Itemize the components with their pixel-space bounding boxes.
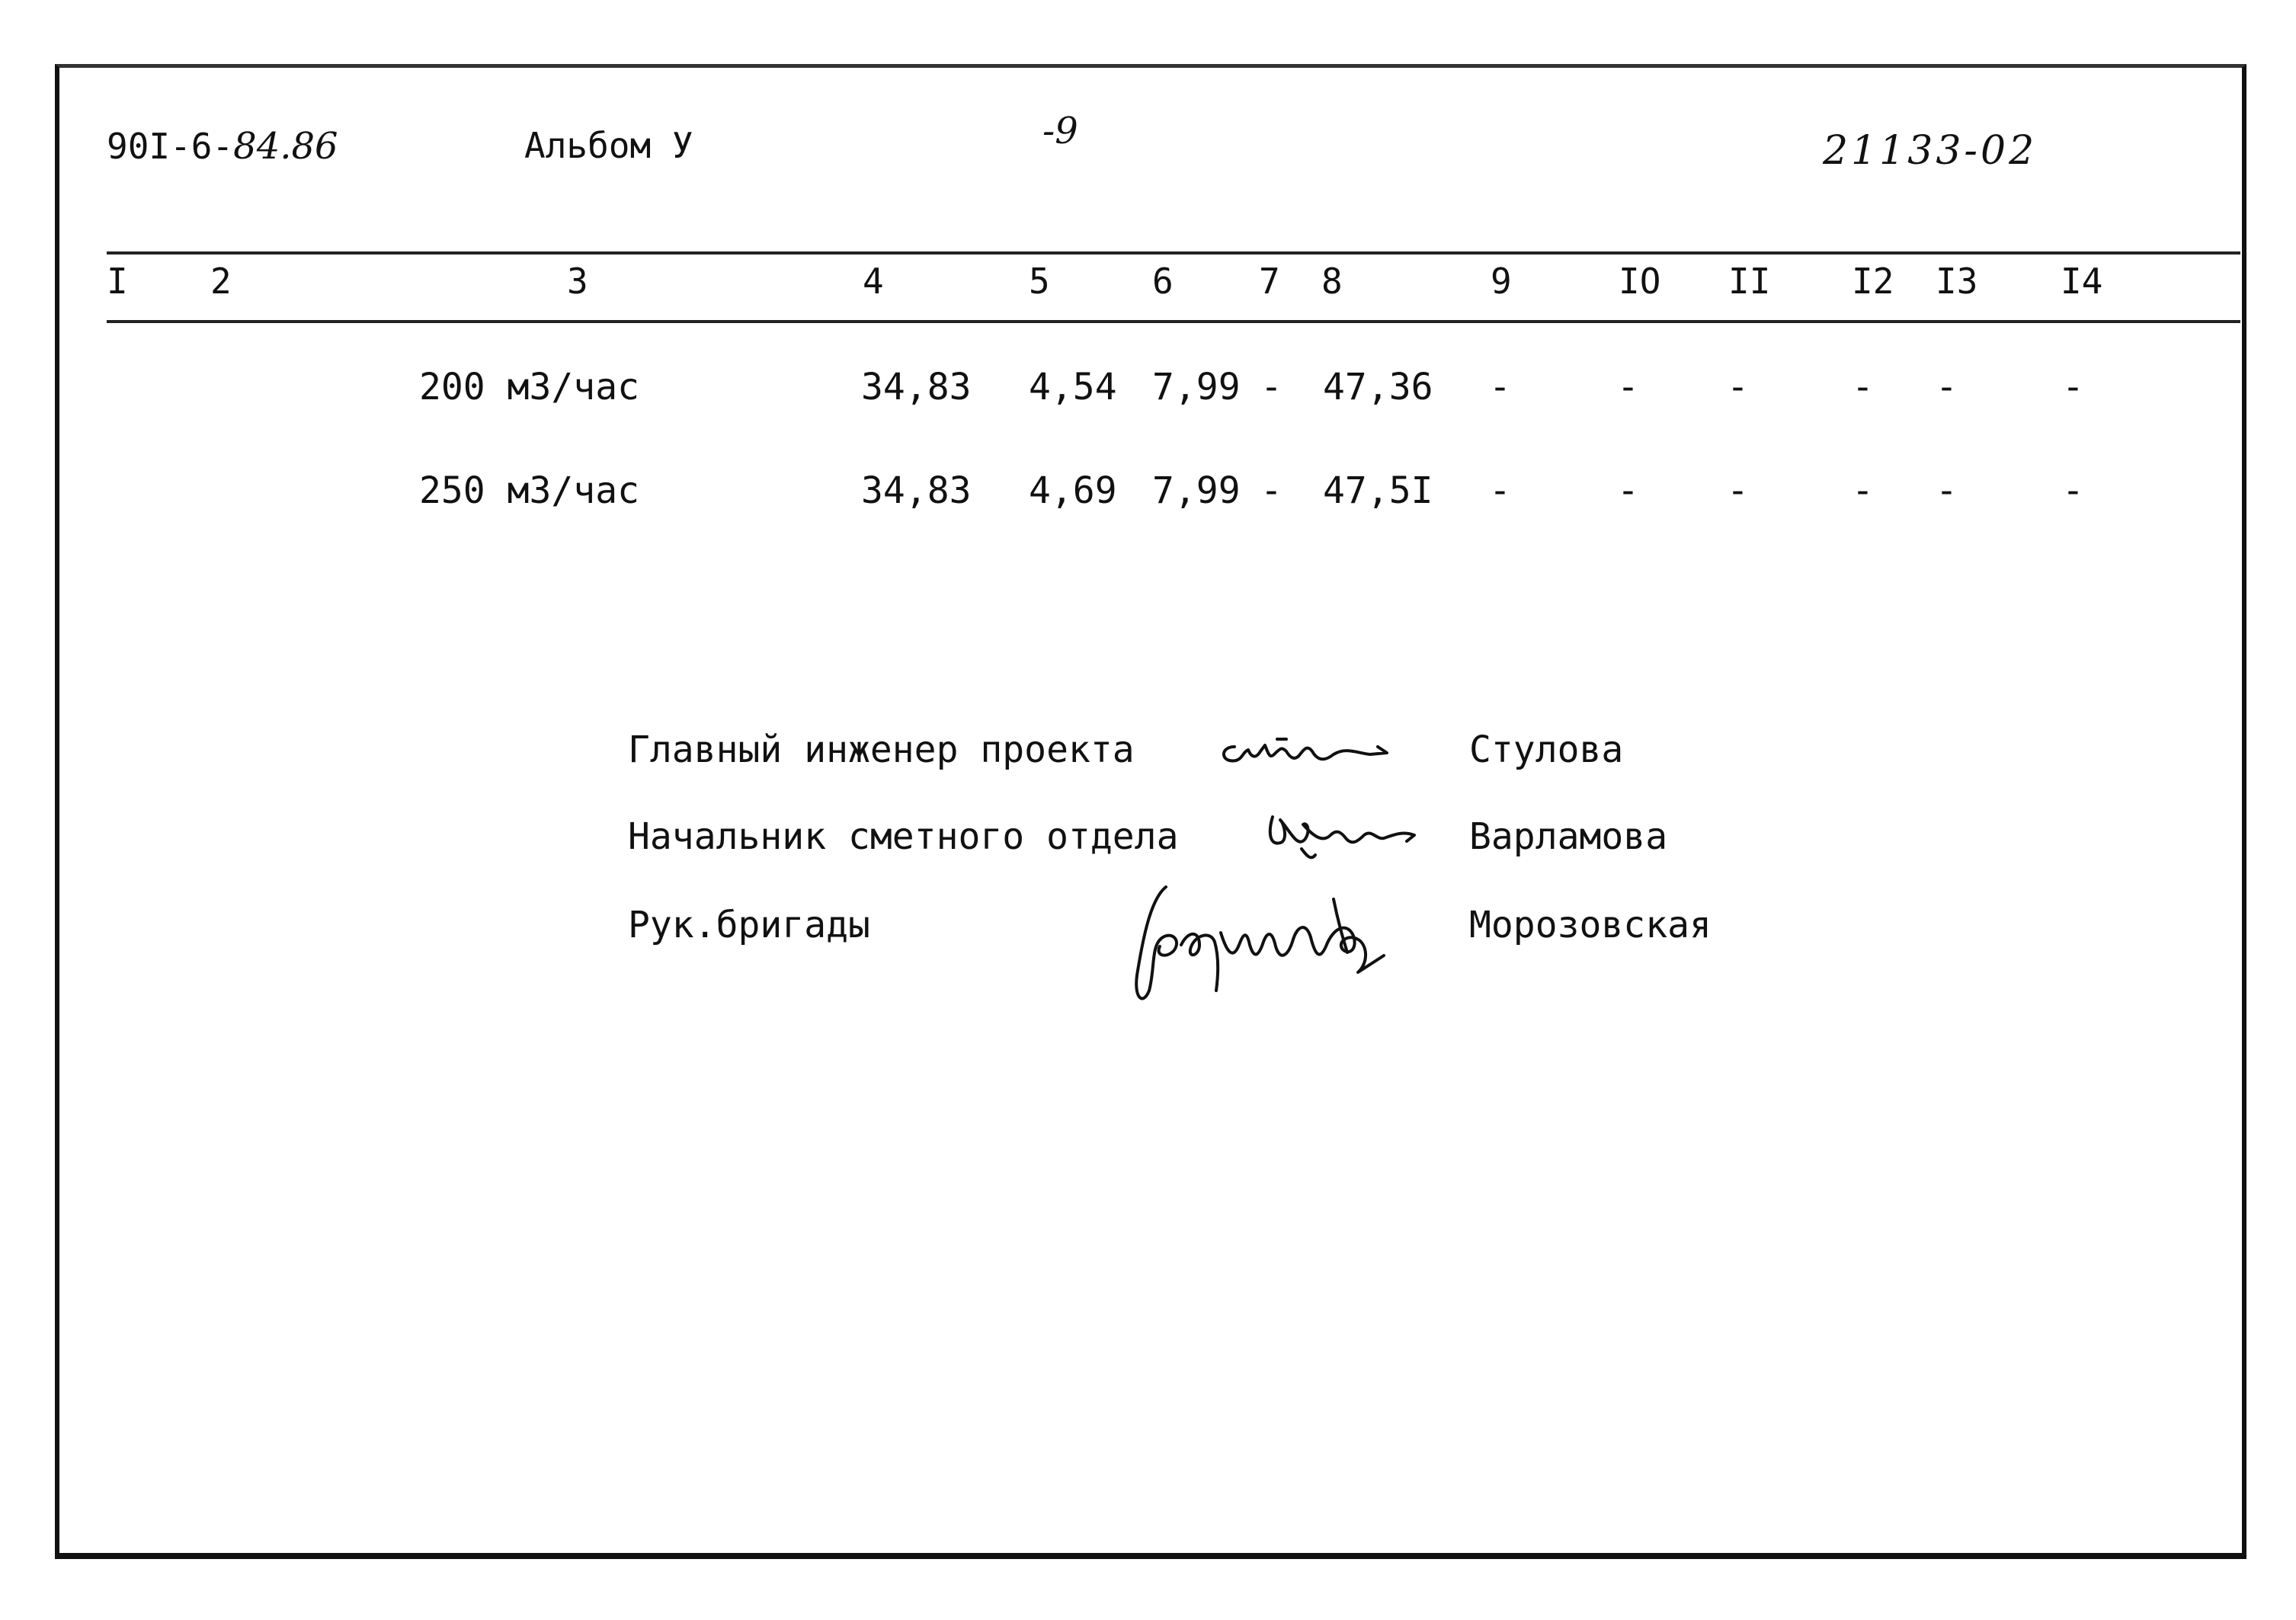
- cell-col12: -: [1852, 366, 1874, 408]
- column-header: II: [1728, 261, 1771, 302]
- handwritten-signature-3: [1120, 876, 1433, 1013]
- column-header: IO: [1619, 261, 1661, 302]
- cell-col9: -: [1489, 469, 1511, 512]
- cell-col6: 7,99: [1152, 469, 1241, 512]
- column-header: 9: [1491, 261, 1512, 302]
- signature-name: Варламова: [1469, 815, 1668, 858]
- cell-col13: -: [1936, 366, 1958, 408]
- cell-col4: 34,83: [861, 469, 972, 512]
- cell-col13: -: [1936, 469, 1958, 512]
- cell-col14: -: [2062, 469, 2084, 512]
- cell-col9: -: [1489, 366, 1511, 408]
- cell-col8: 47,5I: [1323, 469, 1433, 512]
- column-header: I: [107, 261, 128, 302]
- column-header: 5: [1029, 261, 1050, 302]
- cell-col12: -: [1852, 469, 1874, 512]
- cell-col10: -: [1617, 366, 1639, 408]
- signature-role: Главный инженер проекта: [628, 728, 1135, 771]
- column-header: 3: [567, 261, 588, 302]
- row-name: 200 м3/час: [419, 366, 639, 408]
- row-name: 250 м3/час: [419, 469, 639, 512]
- column-header: 2: [210, 261, 232, 302]
- cell-col5: 4,69: [1029, 469, 1117, 512]
- signature-role: Начальник сметного отдела: [628, 815, 1179, 858]
- album-label: Альбом У: [524, 125, 693, 166]
- column-header: I2: [1852, 261, 1894, 302]
- signature-name: Стулова: [1469, 728, 1624, 771]
- page-mark: -9: [1042, 110, 1078, 152]
- doc-code: [107, 125, 338, 168]
- cell-col7: -: [1260, 469, 1282, 512]
- column-header: 8: [1321, 261, 1343, 302]
- column-header: 4: [863, 261, 884, 302]
- cell-col5: 4,54: [1029, 366, 1117, 408]
- table-header-rule: [107, 320, 2240, 323]
- page-frame: [55, 64, 2246, 1559]
- handwritten-signature-2: [1257, 802, 1433, 870]
- cell-col7: -: [1260, 366, 1282, 408]
- doc-code-prefix: 90I-6-: [107, 126, 234, 167]
- cell-col14: -: [2062, 366, 2084, 408]
- signature-role: Рук.бригады: [628, 904, 870, 946]
- cell-col10: -: [1617, 469, 1639, 512]
- column-header: I4: [2061, 261, 2103, 302]
- handwritten-signature-1: [1212, 716, 1410, 777]
- table-top-rule: [107, 251, 2240, 255]
- column-header: 7: [1259, 261, 1280, 302]
- cell-col11: -: [1727, 469, 1749, 512]
- column-header: 6: [1152, 261, 1174, 302]
- cell-col11: -: [1727, 366, 1749, 408]
- doc-code-handwritten: 84.86: [233, 125, 338, 168]
- column-header: I3: [1936, 261, 1978, 302]
- cell-col4: 34,83: [861, 366, 972, 408]
- signature-name: Морозовская: [1469, 904, 1712, 946]
- cell-col6: 7,99: [1152, 366, 1241, 408]
- cell-col8: 47,36: [1323, 366, 1433, 408]
- reference-number: 21133-02: [1823, 128, 2038, 174]
